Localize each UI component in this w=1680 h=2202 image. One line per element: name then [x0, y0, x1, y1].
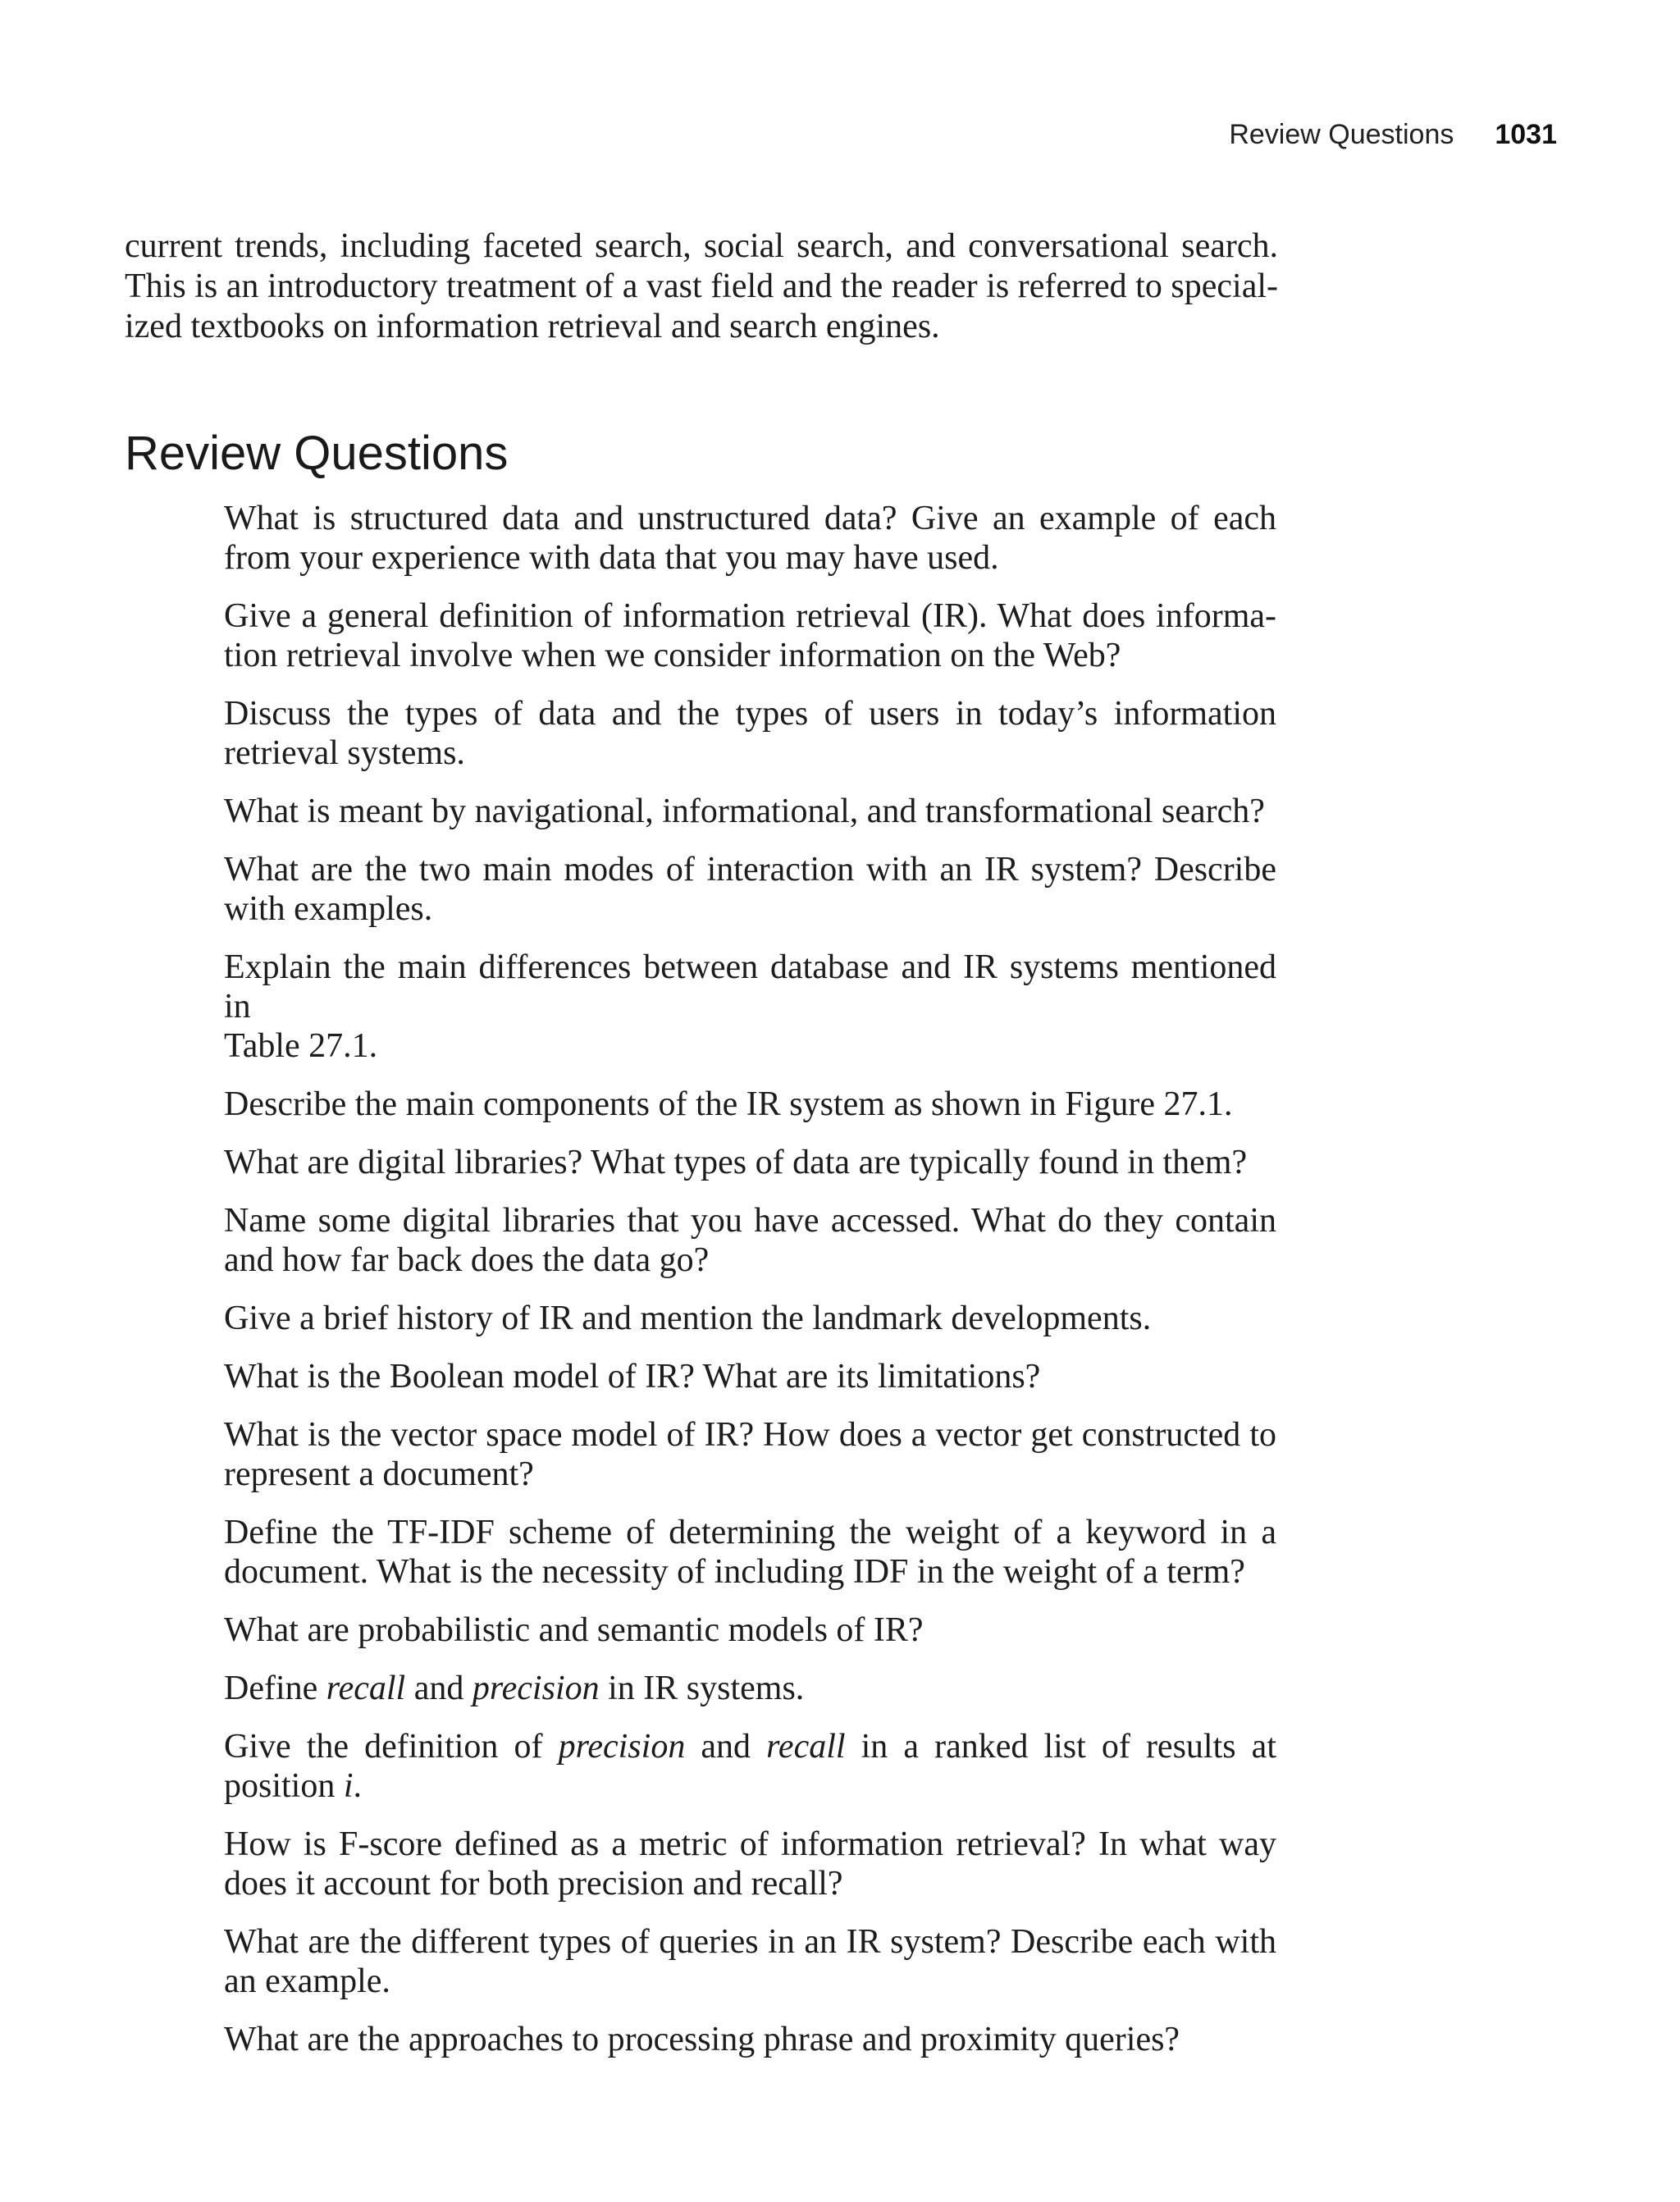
question-item	[0, 2020, 1276, 2059]
question-item	[0, 948, 1276, 1066]
question-line	[224, 1727, 1276, 1766]
italic-term: recall	[766, 1728, 846, 1766]
question-item	[0, 596, 1276, 675]
question-item	[0, 499, 1276, 578]
question-line: Explain the main differences between database and IR systems mentioned in	[224, 948, 1276, 1026]
question-line: Describe the main components of the IR system as shown in Figure 27.1.	[224, 1085, 1233, 1123]
question-line: tion retrieval involve when we consider information on the Web?	[224, 637, 1121, 674]
text-run: position	[224, 1767, 344, 1805]
question-line: How is F-score defined as a metric of information retrieval? In what way	[224, 1825, 1276, 1863]
question-line: What are the two main modes of interaction with an IR system? Describe	[224, 851, 1276, 889]
question-item	[0, 1727, 1276, 1806]
intro-paragraph	[125, 226, 1278, 347]
question-line: Give a general definition of information retrieval (IR). What does informa-	[224, 597, 1276, 635]
question-text	[224, 2020, 1276, 2059]
question-item	[0, 1357, 1276, 1396]
question-item	[0, 694, 1276, 773]
italic-term: recall	[326, 1670, 406, 1707]
question-line: What are probabilistic and semantic models of IR?	[224, 1611, 924, 1649]
question-text	[224, 1299, 1276, 1338]
question-text	[224, 1513, 1276, 1592]
question-item	[0, 1299, 1276, 1338]
question-item	[0, 1201, 1276, 1280]
question-item	[0, 850, 1276, 929]
intro-line: ized textbooks on information retrieval and search engines.	[125, 308, 940, 345]
text-run: and	[405, 1670, 472, 1707]
running-title: Review Questions	[1229, 119, 1454, 150]
text-run: Give the definition of	[224, 1728, 559, 1766]
question-text	[224, 792, 1276, 831]
question-text	[224, 1669, 1276, 1708]
text-run: in IR systems.	[599, 1670, 805, 1707]
question-line: with examples.	[224, 890, 433, 928]
question-text	[224, 1143, 1276, 1182]
text-run: in a ranked list of results at	[845, 1728, 1276, 1766]
question-text	[224, 694, 1276, 773]
question-line: document. What is the necessity of including IDF in the weight of a term?	[224, 1553, 1245, 1591]
question-item	[0, 1513, 1276, 1592]
question-text	[224, 1357, 1276, 1396]
question-item	[0, 792, 1276, 831]
question-line	[224, 1766, 1276, 1806]
question-item	[0, 1825, 1276, 1903]
question-text	[224, 1610, 1276, 1650]
question-line: What are the different types of queries in an IR system? Describe each with	[224, 1923, 1276, 1961]
question-line: Name some digital libraries that you have accessed. What do they contain	[224, 1202, 1276, 1240]
question-line: represent a document?	[224, 1455, 534, 1493]
section-title: Review Questions	[125, 427, 509, 480]
question-text	[224, 499, 1276, 578]
question-text	[224, 948, 1276, 1066]
text-run: Define	[224, 1670, 326, 1707]
question-line: Discuss the types of data and the types of users in today’s information	[224, 695, 1276, 733]
question-line	[224, 1669, 1276, 1708]
question-item	[0, 1610, 1276, 1650]
italic-term: precision	[472, 1670, 600, 1707]
intro-line: This is an introductory treatment of a vast field and the reader is referred to special-	[125, 267, 1278, 305]
question-text	[224, 850, 1276, 929]
question-line: What are the approaches to processing phrase and proximity queries?	[224, 2021, 1180, 2058]
question-item	[0, 1085, 1276, 1124]
question-line: Table 27.1.	[224, 1027, 378, 1065]
question-line: What is the vector space model of IR? How does a vector get constructed to	[224, 1416, 1276, 1454]
intro-line: current trends, including faceted search, social search, and conversational search.	[125, 227, 1278, 265]
question-text	[224, 1415, 1276, 1494]
text-run: and	[685, 1728, 767, 1766]
page-number: 1031	[1495, 119, 1557, 150]
question-text	[224, 1825, 1276, 1903]
question-line: Give a brief history of IR and mention the landmark developments.	[224, 1300, 1152, 1337]
text-run: .	[353, 1767, 363, 1805]
running-head	[1229, 116, 1557, 153]
italic-term: i	[343, 1767, 354, 1805]
question-item	[0, 1415, 1276, 1494]
review-questions-list	[0, 499, 1680, 2078]
question-text	[224, 1922, 1276, 2001]
question-item	[0, 1669, 1276, 1708]
question-line: and how far back does the data go?	[224, 1241, 710, 1279]
question-text	[224, 596, 1276, 675]
question-line: Define the TF-IDF scheme of determining the weight of a keyword in a	[224, 1514, 1276, 1551]
question-line: What is structured data and unstructured data? Give an example of each	[224, 500, 1276, 537]
question-line: retrieval systems.	[224, 734, 465, 772]
question-line: an example.	[224, 1962, 390, 2000]
question-line: What is meant by navigational, informational, and transformational search?	[224, 793, 1265, 830]
question-item	[0, 1922, 1276, 2001]
question-line: What are digital libraries? What types of data are typically found in them?	[224, 1144, 1248, 1181]
question-item	[0, 1143, 1276, 1182]
question-text	[224, 1727, 1276, 1806]
question-line: What is the Boolean model of IR? What are its limitations?	[224, 1358, 1041, 1396]
question-text	[224, 1201, 1276, 1280]
question-line: from your experience with data that you may have used.	[224, 539, 999, 577]
question-text	[224, 1085, 1276, 1124]
question-line: does it account for both precision and recall?	[224, 1865, 843, 1903]
italic-term: precision	[558, 1728, 686, 1766]
